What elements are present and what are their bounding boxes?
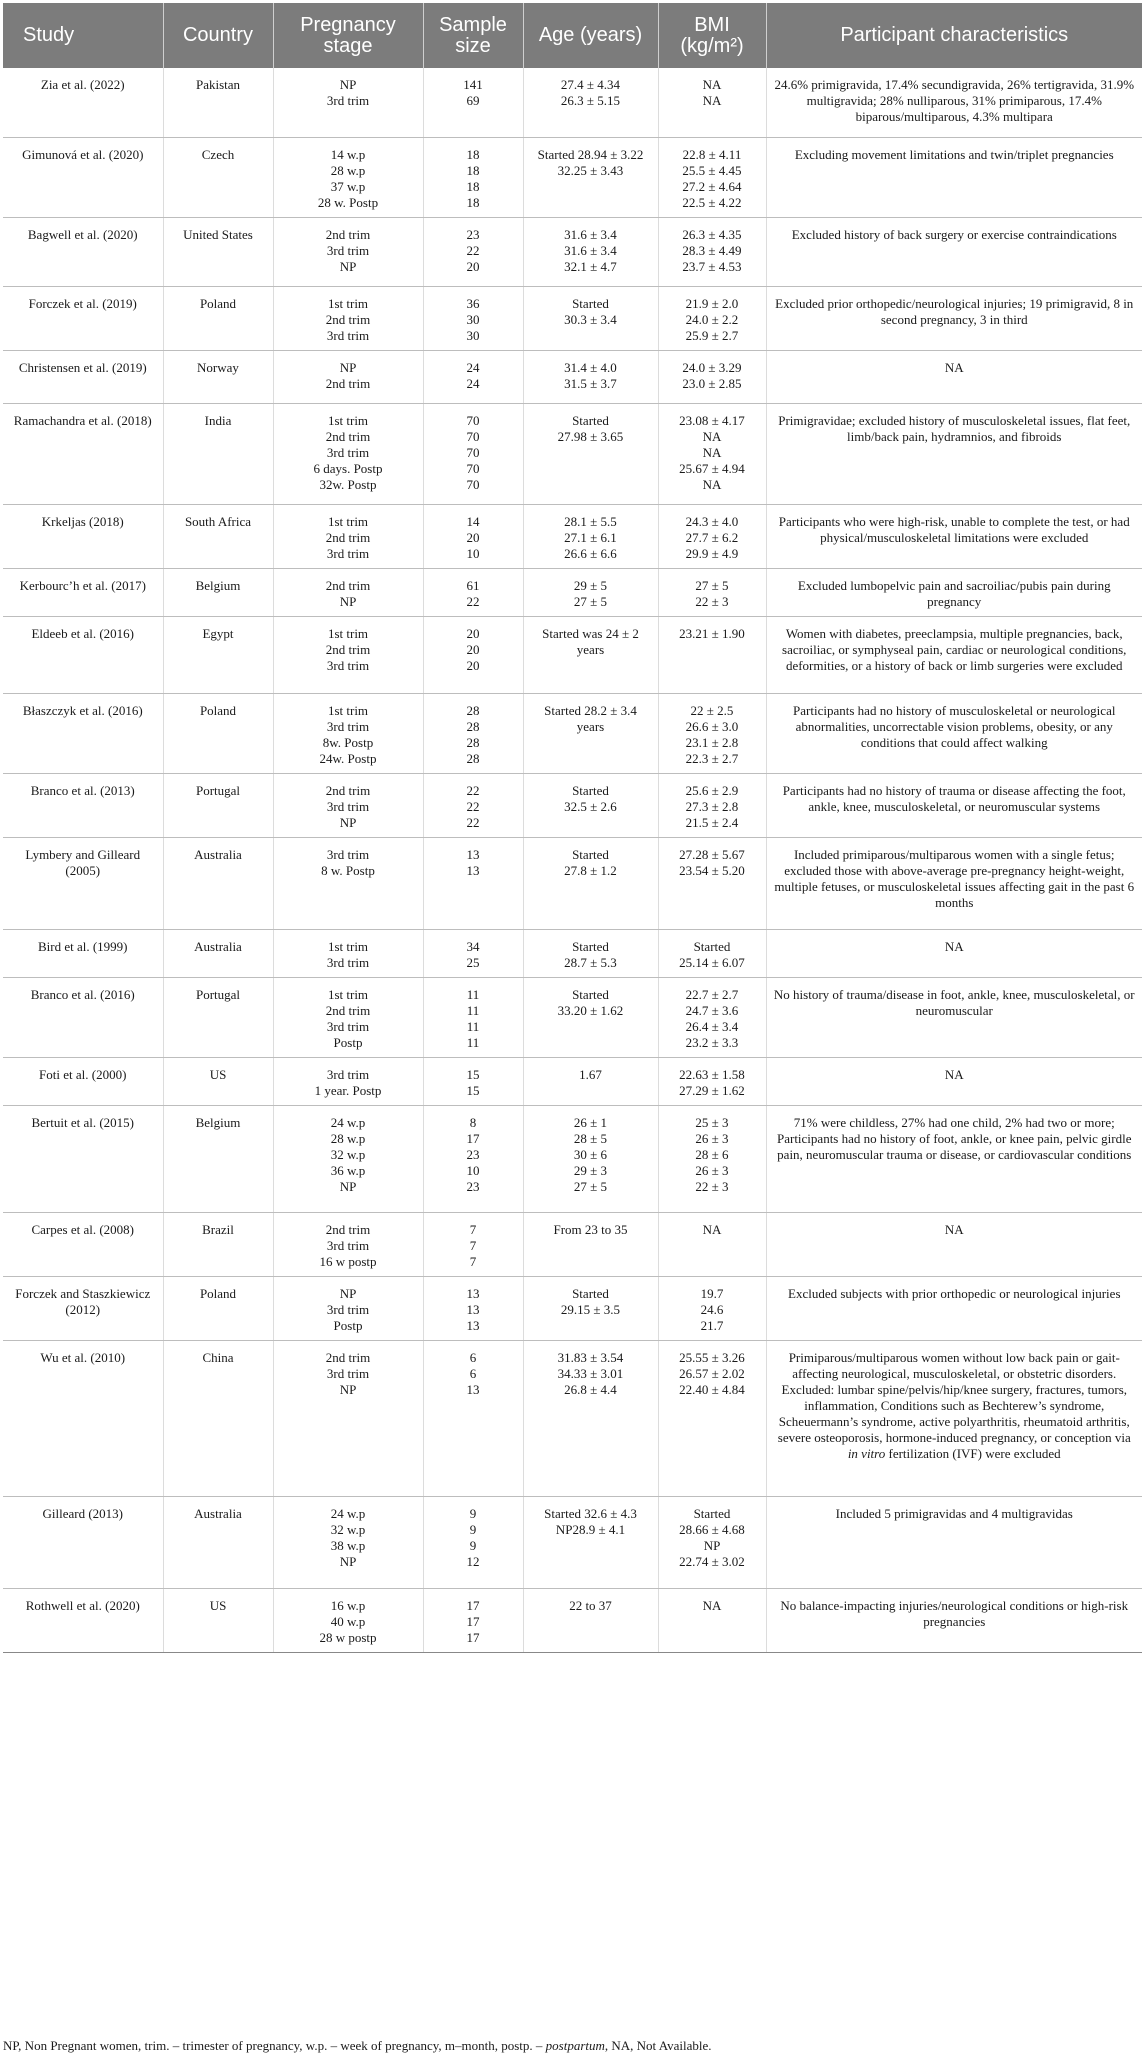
cell-stage: 24 w.p 32 w.p 38 w.p NP <box>273 1496 423 1588</box>
cell-stage: 2nd trim 3rd trim NP <box>273 1340 423 1496</box>
table-row <box>3 568 1142 616</box>
cell-country: Portugal <box>163 773 273 837</box>
cell-sample: 17 17 17 <box>423 1588 523 1652</box>
cell-participant-characteristics: Primigravidae; excluded history of musculoskeletal issues, flat feet, limb/back pain, hydramnios, and fibroids <box>766 403 1142 504</box>
cell-study: Forczek and Staszkiewicz (2012) <box>3 1276 163 1340</box>
cell-stage: 1st trim 2nd trim 3rd trim <box>273 616 423 693</box>
cell-participant-characteristics: Excluding movement limitations and twin/triplet pregnancies <box>766 137 1142 217</box>
cell-stage: 24 w.p 28 w.p 32 w.p 36 w.p NP <box>273 1105 423 1212</box>
cell-sample: 36 30 30 <box>423 286 523 350</box>
cell-study: Błaszczyk et al. (2016) <box>3 693 163 773</box>
cell-age: Started 33.20 ± 1.62 <box>523 977 658 1057</box>
cell-stage: 2nd trim 3rd trim NP <box>273 217 423 286</box>
cell-study: Foti et al. (2000) <box>3 1057 163 1105</box>
cell-bmi: 23.08 ± 4.17 NA NA 25.67 ± 4.94 NA <box>658 403 766 504</box>
footnote-text-end: , NA, Not Available. <box>604 2038 712 2053</box>
table-row <box>3 1057 1142 1105</box>
header-bmi: BMI (kg/m²) <box>658 3 766 68</box>
cell-age: Started 28.7 ± 5.3 <box>523 929 658 977</box>
table-row <box>3 68 1142 137</box>
cell-age: 28.1 ± 5.5 27.1 ± 6.1 26.6 ± 6.6 <box>523 504 658 568</box>
cell-participant-characteristics <box>766 1340 1142 1496</box>
cell-country: China <box>163 1340 273 1496</box>
cell-age: Started 28.2 ± 3.4 years <box>523 693 658 773</box>
cell-bmi: 25 ± 3 26 ± 3 28 ± 6 26 ± 3 22 ± 3 <box>658 1105 766 1212</box>
cell-sample: 20 20 20 <box>423 616 523 693</box>
cell-country: Czech <box>163 137 273 217</box>
cell-country: Belgium <box>163 568 273 616</box>
cell-participant-characteristics: Included 5 primigravidas and 4 multigravidas <box>766 1496 1142 1588</box>
cell-stage: 2nd trim 3rd trim NP <box>273 773 423 837</box>
cell-study: Bertuit et al. (2015) <box>3 1105 163 1212</box>
cell-participant-characteristics: NA <box>766 1057 1142 1105</box>
cell-study: Bagwell et al. (2020) <box>3 217 163 286</box>
cell-stage: 14 w.p 28 w.p 37 w.p 28 w. Postp <box>273 137 423 217</box>
cell-participant-characteristics: Participants who were high-risk, unable to complete the test, or had physical/musculoskeletal limitations were excluded <box>766 504 1142 568</box>
cell-country: Norway <box>163 350 273 403</box>
cell-country: South Africa <box>163 504 273 568</box>
cell-sample: 11 11 11 11 <box>423 977 523 1057</box>
cell-country: US <box>163 1057 273 1105</box>
cell-stage: NP 3rd trim <box>273 68 423 137</box>
cell-sample: 23 22 20 <box>423 217 523 286</box>
cell-study: Branco et al. (2016) <box>3 977 163 1057</box>
cell-study: Eldeeb et al. (2016) <box>3 616 163 693</box>
cell-study: Lymbery and Gilleard (2005) <box>3 837 163 929</box>
cell-stage: 1st trim 2nd trim 3rd trim 6 days. Postp 32w. Postp <box>273 403 423 504</box>
cell-bmi: 27 ± 5 22 ± 3 <box>658 568 766 616</box>
cell-bmi: Started 25.14 ± 6.07 <box>658 929 766 977</box>
cell-bmi: 21.9 ± 2.0 24.0 ± 2.2 25.9 ± 2.7 <box>658 286 766 350</box>
cell-country: Portugal <box>163 977 273 1057</box>
cell-participant-characteristics: Excluded history of back surgery or exercise contraindications <box>766 217 1142 286</box>
header-participant-characteristics: Participant characteristics <box>766 3 1142 68</box>
cell-country: Poland <box>163 286 273 350</box>
header-study: Study <box>3 3 163 68</box>
table-row <box>3 1276 1142 1340</box>
header-pregnancy-stage: Pregnancy stage <box>273 3 423 68</box>
cell-participant-characteristics: Participants had no history of musculoskeletal or neurological abnormalities, uncorrectable vision problems, obesity, or any conditions that could affect walking <box>766 693 1142 773</box>
cell-participant-characteristics: Excluded prior orthopedic/neurological injuries; 19 primigravid, 8 in second pregnancy, 3 in third <box>766 286 1142 350</box>
header-age: Age (years) <box>523 3 658 68</box>
cell-study: Gilleard (2013) <box>3 1496 163 1588</box>
characteristics-text-end: fertilization (IVF) were excluded <box>885 1445 1061 1461</box>
cell-country: Australia <box>163 1496 273 1588</box>
participant-characteristics-table <box>3 3 1142 1653</box>
cell-sample: 70 70 70 70 70 <box>423 403 523 504</box>
header-sample-size: Sample size <box>423 3 523 68</box>
cell-participant-characteristics: Participants had no history of trauma or disease affecting the foot, ankle, knee, musculoskeletal, or neuromuscular systems <box>766 773 1142 837</box>
cell-age: Started 27.8 ± 1.2 <box>523 837 658 929</box>
cell-stage: 1st trim 2nd trim 3rd trim <box>273 504 423 568</box>
cell-age: 29 ± 5 27 ± 5 <box>523 568 658 616</box>
cell-age: 27.4 ± 4.34 26.3 ± 5.15 <box>523 68 658 137</box>
cell-stage: 1st trim 2nd trim 3rd trim <box>273 286 423 350</box>
cell-bmi: 24.3 ± 4.0 27.7 ± 6.2 29.9 ± 4.9 <box>658 504 766 568</box>
cell-age: Started was 24 ± 2 years <box>523 616 658 693</box>
table-footnote <box>3 2038 712 2054</box>
cell-participant-characteristics: 24.6% primigravida, 17.4% secundigravida, 26% tertigravida, 31.9% multigravida; 28% nulliparous, 31% primiparous, 17.4% biparous/multiparous, 4.3% multipara <box>766 68 1142 137</box>
cell-sample: 14 20 10 <box>423 504 523 568</box>
cell-age: Started 30.3 ± 3.4 <box>523 286 658 350</box>
cell-bmi: 22.7 ± 2.7 24.7 ± 3.6 26.4 ± 3.4 23.2 ± 3.3 <box>658 977 766 1057</box>
cell-bmi: 26.3 ± 4.35 28.3 ± 4.49 23.7 ± 4.53 <box>658 217 766 286</box>
cell-country: Egypt <box>163 616 273 693</box>
cell-sample: 61 22 <box>423 568 523 616</box>
cell-age: 22 to 37 <box>523 1588 658 1652</box>
cell-age: 1.67 <box>523 1057 658 1105</box>
cell-stage: 2nd trim 3rd trim 16 w postp <box>273 1212 423 1276</box>
cell-study: Krkeljas (2018) <box>3 504 163 568</box>
cell-stage: NP 3rd trim Postp <box>273 1276 423 1340</box>
cell-stage: 16 w.p 40 w.p 28 w postp <box>273 1588 423 1652</box>
characteristics-italic-text: in vitro <box>847 1445 886 1461</box>
cell-country: Australia <box>163 837 273 929</box>
cell-stage: 1st trim 3rd trim 8w. Postp 24w. Postp <box>273 693 423 773</box>
header-country: Country <box>163 3 273 68</box>
cell-sample: 13 13 13 <box>423 1276 523 1340</box>
cell-bmi: 22.8 ± 4.11 25.5 ± 4.45 27.2 ± 4.64 22.5 ± 4.22 <box>658 137 766 217</box>
cell-bmi: NA <box>658 1212 766 1276</box>
table-row <box>3 616 1142 693</box>
cell-bmi: NA <box>658 1588 766 1652</box>
cell-participant-characteristics: NA <box>766 1212 1142 1276</box>
table-row <box>3 977 1142 1057</box>
cell-country: Brazil <box>163 1212 273 1276</box>
cell-study: Branco et al. (2013) <box>3 773 163 837</box>
table-row <box>3 217 1142 286</box>
characteristics-text: Primiparous/multiparous women without low back pain or gait-affecting neurological, musculoskeletal, or obstetric disorders. Excluded: lumbar spine/pelvis/hip/knee surgery, fractures, tumors, inflammation, Conditions such as Bechterew’s syndrome, Scheuermann’s syndrome, active polyarthritis, rheumatoid arthritis, severe osteoporosis, hormone-induced pregnancy, or conception via <box>777 1349 1131 1445</box>
table-row <box>3 286 1142 350</box>
table-header-row <box>3 3 1142 68</box>
cell-age: Started 32.5 ± 2.6 <box>523 773 658 837</box>
cell-bmi: Started 28.66 ± 4.68 NP 22.74 ± 3.02 <box>658 1496 766 1588</box>
cell-bmi: 24.0 ± 3.29 23.0 ± 2.85 <box>658 350 766 403</box>
cell-country: United States <box>163 217 273 286</box>
footnote-text: NP, Non Pregnant women, trim. – trimester of pregnancy, w.p. – week of pregnancy, m–month, postp. – <box>3 2038 546 2053</box>
table-row <box>3 1496 1142 1588</box>
cell-bmi: 25.6 ± 2.9 27.3 ± 2.8 21.5 ± 2.4 <box>658 773 766 837</box>
cell-study: Bird et al. (1999) <box>3 929 163 977</box>
cell-age: 31.83 ± 3.54 34.33 ± 3.01 26.8 ± 4.4 <box>523 1340 658 1496</box>
cell-sample: 24 24 <box>423 350 523 403</box>
cell-stage: 1st trim 3rd trim <box>273 929 423 977</box>
cell-age: 31.4 ± 4.0 31.5 ± 3.7 <box>523 350 658 403</box>
cell-sample: 13 13 <box>423 837 523 929</box>
table-row <box>3 1588 1142 1652</box>
cell-sample: 8 17 23 10 23 <box>423 1105 523 1212</box>
cell-participant-characteristics: Excluded lumbopelvic pain and sacroiliac/pubis pain during pregnancy <box>766 568 1142 616</box>
cell-participant-characteristics: Excluded subjects with prior orthopedic or neurological injuries <box>766 1276 1142 1340</box>
cell-sample: 7 7 7 <box>423 1212 523 1276</box>
cell-participant-characteristics: No balance-impacting injuries/neurological conditions or high-risk pregnancies <box>766 1588 1142 1652</box>
table-row <box>3 929 1142 977</box>
cell-bmi: 23.21 ± 1.90 <box>658 616 766 693</box>
cell-study: Carpes et al. (2008) <box>3 1212 163 1276</box>
cell-participant-characteristics: NA <box>766 350 1142 403</box>
cell-bmi: 19.7 24.6 21.7 <box>658 1276 766 1340</box>
cell-participant-characteristics: Included primiparous/multiparous women with a single fetus; excluded those with above-average pre-pregnancy height-weight, multiple fetuses, or musculoskeletal issues affecting gait in the past 6 months <box>766 837 1142 929</box>
cell-age: Started 29.15 ± 3.5 <box>523 1276 658 1340</box>
cell-country: Belgium <box>163 1105 273 1212</box>
cell-study: Wu et al. (2010) <box>3 1340 163 1496</box>
cell-stage: NP 2nd trim <box>273 350 423 403</box>
cell-age: 26 ± 1 28 ± 5 30 ± 6 29 ± 3 27 ± 5 <box>523 1105 658 1212</box>
cell-country: Poland <box>163 693 273 773</box>
cell-study: Gimunová et al. (2020) <box>3 137 163 217</box>
cell-bmi: 25.55 ± 3.26 26.57 ± 2.02 22.40 ± 4.84 <box>658 1340 766 1496</box>
cell-study: Zia et al. (2022) <box>3 68 163 137</box>
table-row <box>3 773 1142 837</box>
cell-bmi: NA NA <box>658 68 766 137</box>
table-row <box>3 1212 1142 1276</box>
cell-participant-characteristics: 71% were childless, 27% had one child, 2% had two or more; Participants had no history of foot, ankle, or knee pain, pelvic girdle pain, neuromuscular trauma or disease, or cardiovascular conditions <box>766 1105 1142 1212</box>
table-row <box>3 403 1142 504</box>
cell-study: Forczek et al. (2019) <box>3 286 163 350</box>
cell-age: 31.6 ± 3.4 31.6 ± 3.4 32.1 ± 4.7 <box>523 217 658 286</box>
cell-sample: 34 25 <box>423 929 523 977</box>
table-row <box>3 837 1142 929</box>
cell-stage: 3rd trim 1 year. Postp <box>273 1057 423 1105</box>
cell-sample: 9 9 9 12 <box>423 1496 523 1588</box>
cell-bmi: 22 ± 2.5 26.6 ± 3.0 23.1 ± 2.8 22.3 ± 2.7 <box>658 693 766 773</box>
cell-age: Started 32.6 ± 4.3 NP28.9 ± 4.1 <box>523 1496 658 1588</box>
cell-study: Rothwell et al. (2020) <box>3 1588 163 1652</box>
cell-age: Started 27.98 ± 3.65 <box>523 403 658 504</box>
cell-country: Poland <box>163 1276 273 1340</box>
cell-participant-characteristics: NA <box>766 929 1142 977</box>
table-row <box>3 350 1142 403</box>
cell-sample: 15 15 <box>423 1057 523 1105</box>
cell-participant-characteristics: Women with diabetes, preeclampsia, multiple pregnancies, back, sacroiliac, or symphyseal pain, cardiac or neurological conditions, deformities, or a history of back or limb surgeries were excluded <box>766 616 1142 693</box>
cell-country: Australia <box>163 929 273 977</box>
cell-country: India <box>163 403 273 504</box>
cell-age: From 23 to 35 <box>523 1212 658 1276</box>
cell-study: Kerbourc’h et al. (2017) <box>3 568 163 616</box>
cell-study: Christensen et al. (2019) <box>3 350 163 403</box>
table-row <box>3 1340 1142 1496</box>
table-row <box>3 504 1142 568</box>
cell-country: Pakistan <box>163 68 273 137</box>
cell-participant-characteristics: No history of trauma/disease in foot, ankle, knee, musculoskeletal, or neuromuscular <box>766 977 1142 1057</box>
cell-country: US <box>163 1588 273 1652</box>
cell-stage: 2nd trim NP <box>273 568 423 616</box>
cell-sample: 141 69 <box>423 68 523 137</box>
table-row <box>3 137 1142 217</box>
table-row <box>3 693 1142 773</box>
table-row <box>3 1105 1142 1212</box>
cell-sample: 6 6 13 <box>423 1340 523 1496</box>
cell-stage: 1st trim 2nd trim 3rd trim Postp <box>273 977 423 1057</box>
cell-bmi: 22.63 ± 1.58 27.29 ± 1.62 <box>658 1057 766 1105</box>
cell-sample: 18 18 18 18 <box>423 137 523 217</box>
cell-sample: 22 22 22 <box>423 773 523 837</box>
cell-bmi: 27.28 ± 5.67 23.54 ± 5.20 <box>658 837 766 929</box>
cell-sample: 28 28 28 28 <box>423 693 523 773</box>
cell-age: Started 28.94 ± 3.22 32.25 ± 3.43 <box>523 137 658 217</box>
cell-study: Ramachandra et al. (2018) <box>3 403 163 504</box>
footnote-italic-text: postpartum <box>545 2038 605 2053</box>
cell-stage: 3rd trim 8 w. Postp <box>273 837 423 929</box>
